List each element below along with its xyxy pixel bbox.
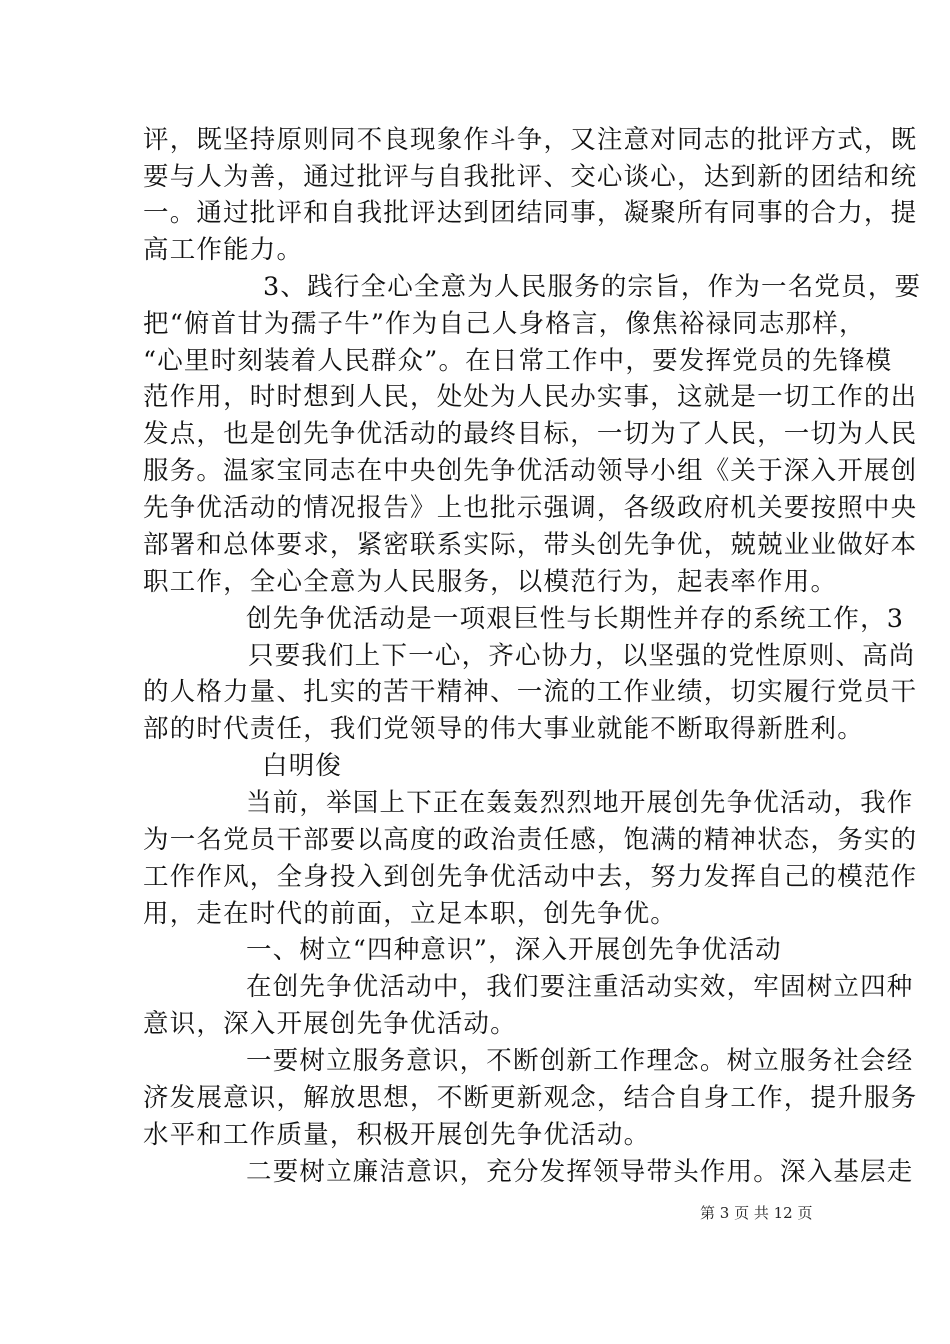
section-heading: 一、树立“四种意识”，深入开展创先争优活动 <box>246 935 782 965</box>
paragraph-line: 用，走在时代的前面，立足本职，创先争优。 <box>143 899 678 929</box>
paragraph-line: 只要我们上下一心，齐心协力，以坚强的党性原则、高尚 <box>248 641 916 671</box>
paragraph-line: 一要树立服务意识，不断创新工作理念。树立服务社会经 <box>246 1046 914 1076</box>
paragraph-line: 二要树立廉洁意识，充分发挥领导带头作用。深入基层走 <box>246 1157 914 1187</box>
author-name: 白明俊 <box>262 751 343 781</box>
paragraph-line: 工作作风，全身投入到创先争优活动中去，努力发挥自己的模范作 <box>143 862 918 892</box>
paragraph-line: 先争优活动的情况报告》上也批示强调，各级政府机关要按照中央 <box>143 493 918 523</box>
page-number-footer: 第 3 页 共 12 页 <box>700 1204 813 1222</box>
paragraph-line: 3、践行全心全意为人民服务的宗旨，作为一名党员，要 <box>263 272 922 302</box>
paragraph-line: 高工作能力。 <box>143 235 304 265</box>
paragraph-line: 评，既坚持原则同不良现象作斗争，又注意对同志的批评方式，既 <box>143 125 918 155</box>
paragraph-line: “心里时刻装着人民群众”。在日常工作中，要发挥党员的先锋模 <box>143 346 893 376</box>
paragraph-line: 部署和总体要求，紧密联系实际，带头创先争优，兢兢业业做好本 <box>143 530 918 560</box>
paragraph-line: 意识，深入开展创先争优活动。 <box>143 1009 517 1039</box>
paragraph-line: 的人格力量、扎实的苦干精神、一流的工作业绩，切实履行党员干 <box>143 677 918 707</box>
paragraph-line: 在创先争优活动中，我们要注重活动实效，牢固树立四种 <box>246 972 914 1002</box>
paragraph-line: 创先争优活动是一项艰巨性与长期性并存的系统工作，3 <box>246 604 905 634</box>
paragraph-line: 济发展意识，解放思想，不断更新观念，结合自身工作，提升服务 <box>143 1083 918 1113</box>
paragraph-line: 水平和工作质量，积极开展创先争优活动。 <box>143 1120 651 1150</box>
paragraph-line: 范作用，时时想到人民，处处为人民办实事，这就是一切工作的出 <box>143 382 918 412</box>
paragraph-line: 职工作，全心全意为人民服务，以模范行为，起表率作用。 <box>143 567 838 597</box>
paragraph-line: 服务。温家宝同志在中央创先争优活动领导小组《关于深入开展创 <box>143 456 918 486</box>
paragraph-line: 把“俯首甘为孺子牛”作为自己人身格言，像焦裕禄同志那样， <box>143 309 866 339</box>
paragraph-line: 为一名党员干部要以高度的政治责任感，饱满的精神状态，务实的 <box>143 825 918 855</box>
paragraph-line: 要与人为善，通过批评与自我批评、交心谈心，达到新的团结和统 <box>143 162 918 192</box>
paragraph-line: 发点，也是创先争优活动的最终目标，一切为了人民，一切为人民 <box>143 419 918 449</box>
paragraph-line: 当前，举国上下正在轰轰烈烈地开展创先争优活动，我作 <box>246 788 914 818</box>
paragraph-line: 部的时代责任，我们党领导的伟大事业就能不断取得新胜利。 <box>143 714 864 744</box>
paragraph-line: 一。通过批评和自我批评达到团结同事，凝聚所有同事的合力，提 <box>143 198 918 228</box>
